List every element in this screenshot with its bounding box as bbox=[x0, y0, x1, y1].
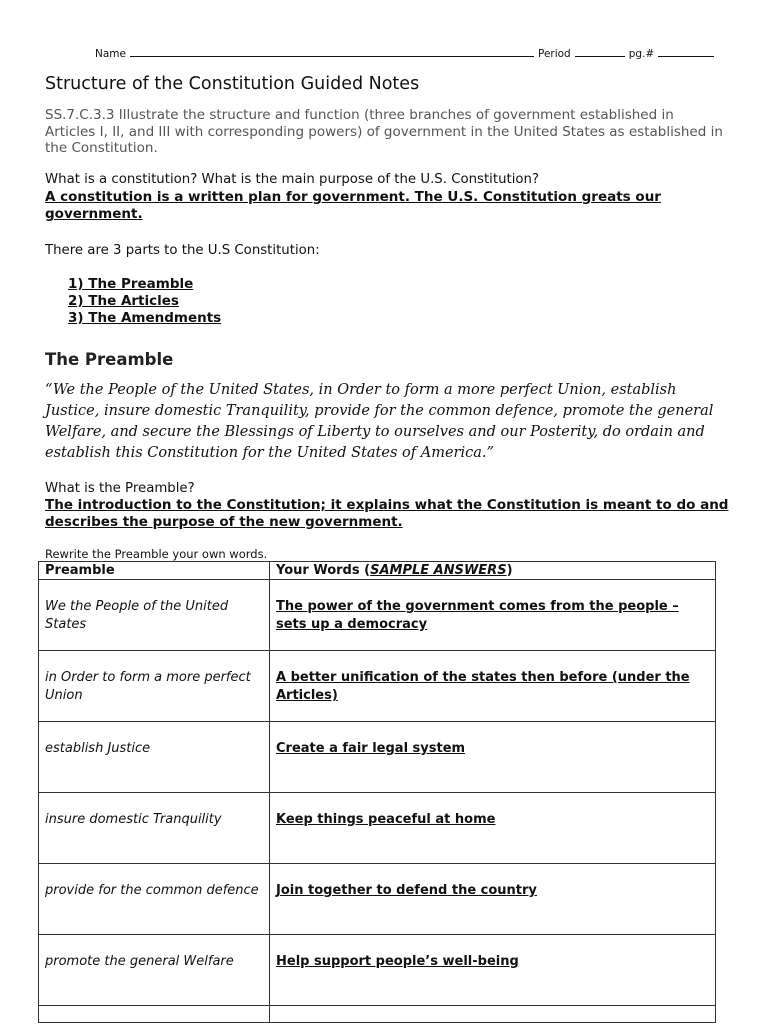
page-number-label: pg.# bbox=[628, 48, 655, 60]
parts-question: There are 3 parts to the U.S Constitution: bbox=[45, 243, 320, 258]
your-words-answer[interactable]: Keep things peaceful at home bbox=[270, 793, 716, 864]
list-item: 2) The Articles bbox=[68, 293, 179, 309]
preamble-phrase: We the People of the United States bbox=[39, 580, 270, 651]
column-header-preamble: Preamble bbox=[39, 562, 270, 580]
table-row bbox=[39, 935, 716, 1006]
answer-constitution: A constitution is a written plan for government. The U.S. Constitution greats our government. bbox=[45, 189, 661, 222]
name-blank[interactable] bbox=[130, 46, 534, 57]
your-words-answer[interactable]: A better unification of the states then before (under the Articles) bbox=[270, 651, 716, 722]
your-words-answer[interactable]: Join together to defend the country bbox=[270, 864, 716, 935]
table-row bbox=[39, 864, 716, 935]
list-item: 3) The Amendments bbox=[68, 310, 222, 326]
sample-answers-emphasis: SAMPLE ANSWERS bbox=[370, 563, 507, 578]
question-constitution: What is a constitution? What is the main purpose of the U.S. Constitution? bbox=[45, 172, 540, 187]
column-header-your-words: Your Words (SAMPLE ANSWERS) bbox=[270, 562, 716, 580]
table-row bbox=[39, 722, 716, 793]
table-row bbox=[39, 651, 716, 722]
your-words-answer[interactable]: Create a fair legal system bbox=[270, 722, 716, 793]
preamble-phrase: insure domestic Tranquility bbox=[39, 793, 270, 864]
student-info-line bbox=[95, 46, 725, 60]
answer-preamble: The introduction to the Constitution; it explains what the Constitution is meant to do and describes the purpose of the new government. bbox=[45, 497, 729, 530]
standard-text: SS.7.C.3.3 Illustrate the structure and function (three branches of government established in Articles I, II, and III with corresponding powers) of government in the United States as established in the Constitution. bbox=[45, 107, 723, 156]
parts-list bbox=[68, 276, 221, 327]
preamble-table bbox=[38, 561, 716, 1023]
preamble-phrase: in Order to form a more perfect Union bbox=[39, 651, 270, 722]
table-row bbox=[39, 580, 716, 651]
preamble-phrase: establish Justice bbox=[39, 722, 270, 793]
table-row bbox=[39, 793, 716, 864]
period-label: Period bbox=[537, 48, 571, 60]
your-words-answer[interactable]: The power of the government comes from the people – sets up a democracy bbox=[270, 580, 716, 651]
question-preamble: What is the Preamble? bbox=[45, 481, 195, 496]
page-number-blank[interactable] bbox=[658, 46, 714, 57]
preamble-heading: The Preamble bbox=[45, 350, 174, 369]
name-label: Name bbox=[95, 48, 126, 60]
your-words-answer[interactable]: Help support people’s well-being bbox=[270, 935, 716, 1006]
table-header-row bbox=[39, 562, 716, 580]
rewrite-instruction: Rewrite the Preamble your own words. bbox=[45, 547, 268, 561]
preamble-phrase: promote the general Welfare bbox=[39, 935, 270, 1006]
preamble-phrase: provide for the common defence bbox=[39, 864, 270, 935]
table-row-empty bbox=[39, 1006, 716, 1023]
list-item: 1) The Preamble bbox=[68, 276, 194, 292]
empty-cell[interactable] bbox=[270, 1006, 716, 1023]
page-title: Structure of the Constitution Guided Notes bbox=[45, 74, 420, 94]
period-blank[interactable] bbox=[575, 46, 625, 57]
preamble-quote: “We the People of the United States, in Order to form a more perfect Union, establish Justice, insure domestic Tranquility, provide for the common defence, promote the general Welfare, and secure the Blessings of Liberty to ourselves and our Posterity, do ordain and establish this Constitution for the United States of America.” bbox=[45, 382, 714, 461]
empty-cell[interactable] bbox=[39, 1006, 270, 1023]
